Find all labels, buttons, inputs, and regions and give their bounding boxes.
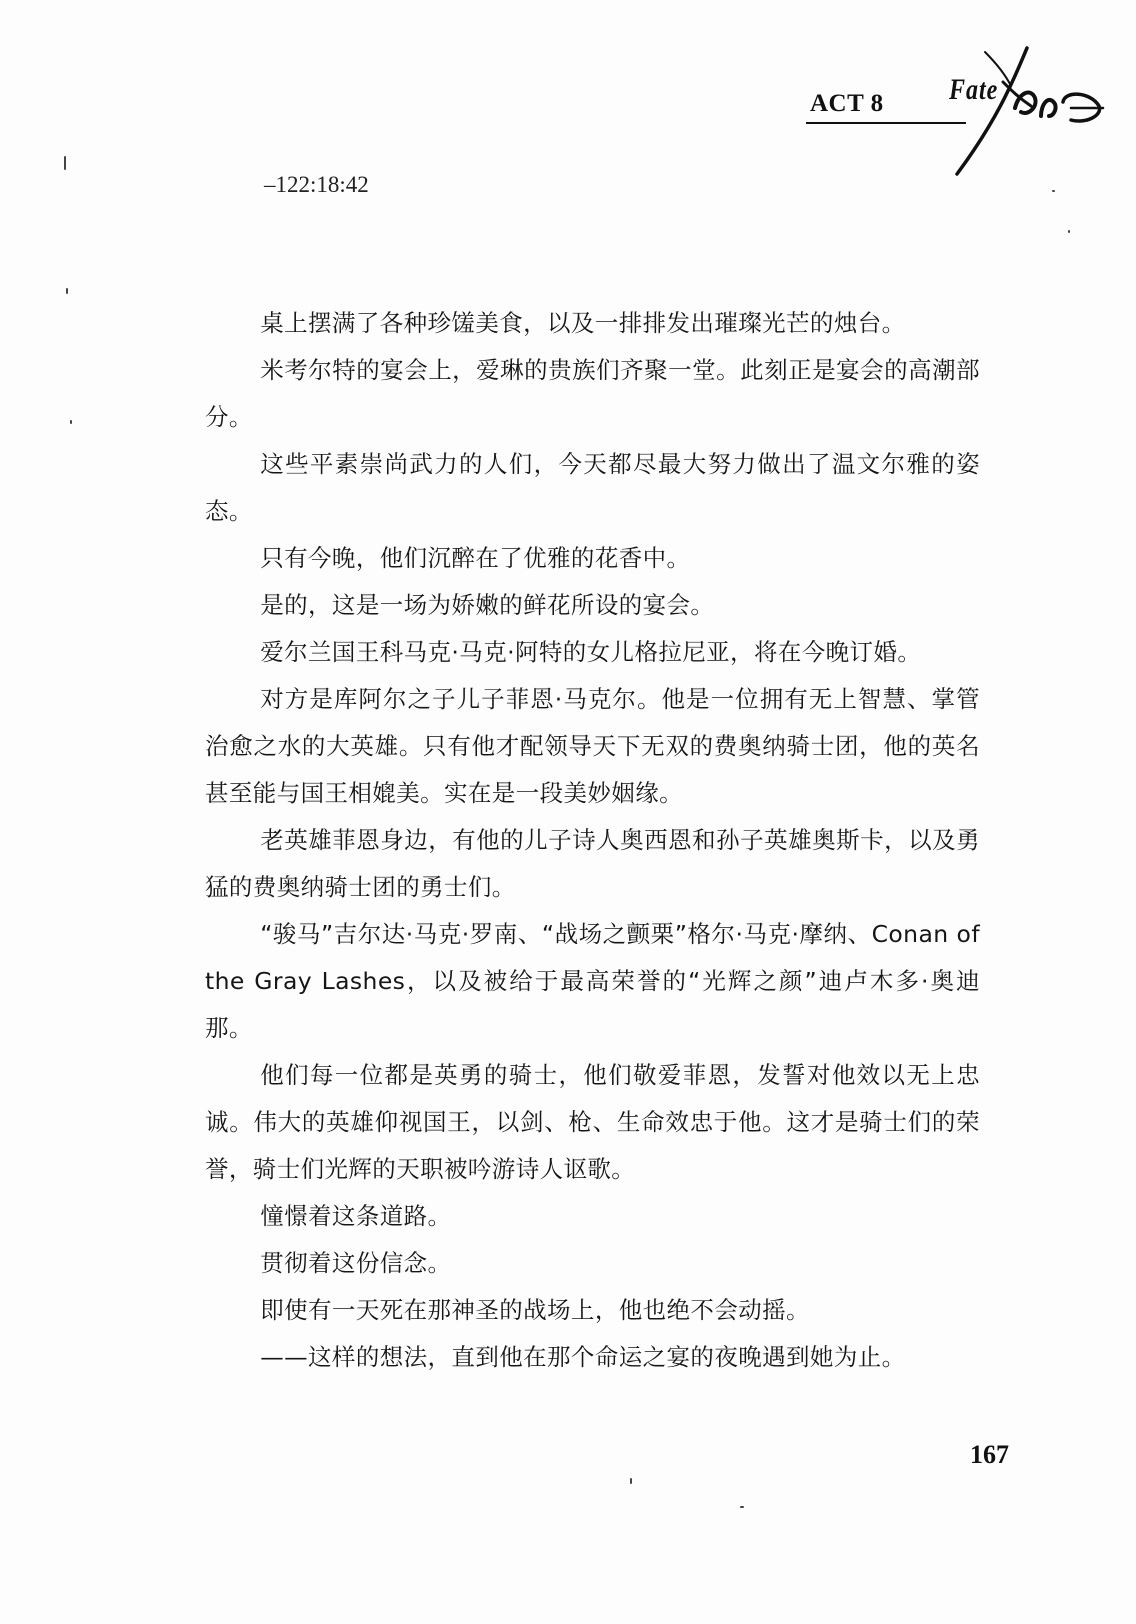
- paragraph: 米考尔特的宴会上，爱琳的贵族们齐聚一堂。此刻正是宴会的高潮部分。: [205, 356, 980, 431]
- paragraph: 即使有一天死在那神圣的战场上，他也绝不会动摇。: [260, 1296, 810, 1324]
- paragraph: 贯彻着这份信念。: [260, 1249, 452, 1277]
- paragraph: 这些平素崇尚武力的人们，今天都尽最大努力做出了温文尔雅的姿态。: [205, 450, 980, 525]
- chapter-label: ACT 8: [810, 90, 884, 117]
- paragraph: ——这样的想法，直到他在那个命运之宴的夜晚遇到她为止。: [260, 1343, 906, 1371]
- zero-glyph-icon: [945, 46, 1105, 176]
- paragraph: 憧憬着这条道路。: [260, 1202, 452, 1230]
- speck: [70, 420, 72, 424]
- speck: [1068, 230, 1070, 233]
- logo-text: Fate: [949, 74, 999, 107]
- paragraph: “骏马”吉尔达·马克·罗南、“战场之颤栗”格尔·马克·摩纳、Conan of the Gray Lashes，以及被给于最高荣誉的“光辉之颜”迪卢木多·奥迪那。: [205, 920, 980, 1042]
- page-header: [800, 60, 1100, 180]
- speck: [630, 1478, 632, 1484]
- speck: [740, 1506, 744, 1508]
- speck: [1052, 190, 1055, 192]
- speck: [66, 288, 68, 294]
- fate-zero-logo-icon: [945, 46, 1105, 176]
- timestamp: –122:18:42: [264, 172, 369, 197]
- paragraph: 桌上摆满了各种珍馐美食，以及一排排发出璀璨光芒的烛台。: [260, 309, 906, 337]
- speck: [64, 156, 66, 170]
- paragraph: 对方是库阿尔之子儿子菲恩·马克尔。他是一位拥有无上智慧、掌管治愈之水的大英雄。只有他才配领导天下无双的费奥纳骑士团，他的英名甚至能与国王相媲美。实在是一段美妙姻缘。: [205, 685, 980, 807]
- paragraph: 只有今晚，他们沉醉在了优雅的花香中。: [260, 544, 691, 572]
- paragraph: 是的，这是一场为娇嫩的鲜花所设的宴会。: [260, 591, 715, 619]
- header-rule: [806, 122, 966, 124]
- body-text: [205, 300, 980, 1381]
- paragraph: 老英雄菲恩身边，有他的儿子诗人奥西恩和孙子英雄奥斯卡，以及勇猛的费奥纳骑士团的勇士们。: [205, 826, 980, 901]
- page-number: 167: [970, 1440, 1009, 1469]
- paragraph: 爱尔兰国王科马克·马克·阿特的女儿格拉尼亚，将在今晚订婚。: [260, 638, 922, 666]
- paragraph: 他们每一位都是英勇的骑士，他们敬爱菲恩，发誓对他效以无上忠诚。伟大的英雄仰视国王，以剑、枪、生命效忠于他。这才是骑士们的荣誉，骑士们光辉的天职被吟游诗人讴歌。: [205, 1061, 980, 1183]
